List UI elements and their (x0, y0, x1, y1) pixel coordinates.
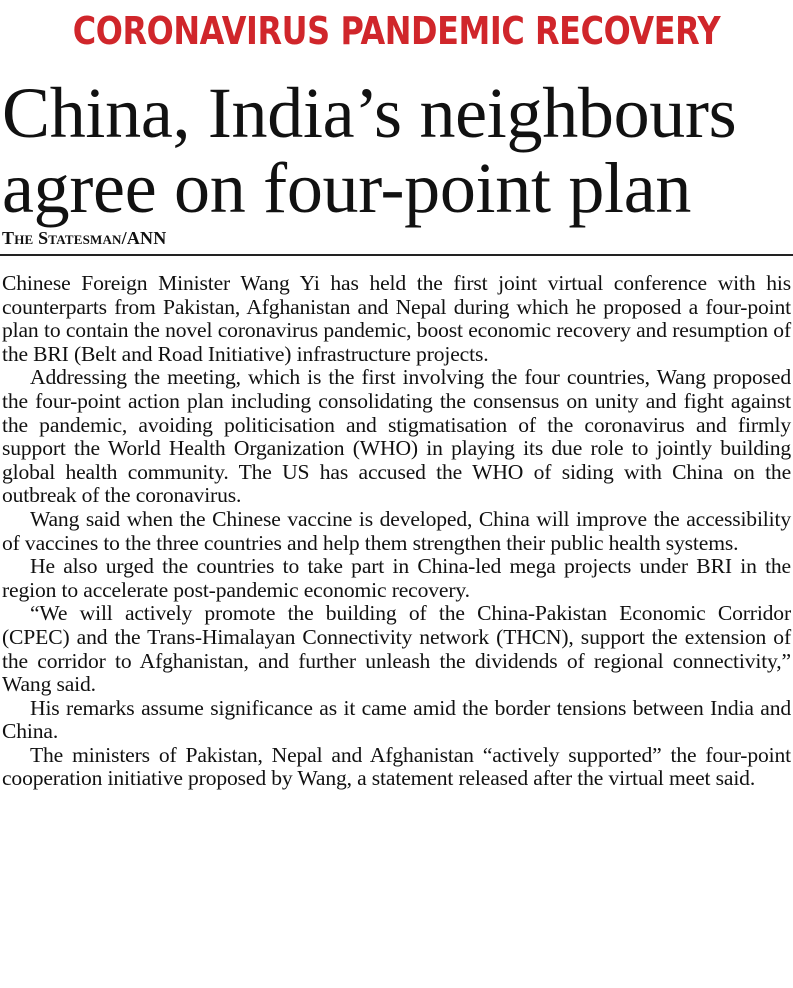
paragraph-2: Addressing the meeting, which is the first involving the four countries, Wang proposed the four-point action plan including consolidating the consensus on unity and fight against the pandemic, avoiding politicisation and stigmatisation of the coronavirus and firmly support the World Health Organization (WHO) in playing its due role to jointly building global health community. The US has accused the WHO of siding with China on the outbreak of the coronavirus. (2, 365, 791, 508)
headline-line-1: China, India’s neighbours (2, 73, 737, 153)
paragraph-7: The ministers of Pakistan, Nepal and Afghanistan “actively supported” the four-point cooperation initiative proposed by Wang, a statement released after the virtual meet said. (2, 742, 791, 791)
byline: The Statesman/ANN (2, 228, 167, 248)
divider-rule (0, 254, 793, 256)
headline (2, 73, 793, 228)
paragraph-1: Chinese Foreign Minister Wang Yi has held the first joint virtual conference with his counterparts from Pakistan, Afghanistan and Nepal during which he proposed a four-point plan to contain the novel coronavirus pandemic, boost economic recovery and resumption of the BRI (Belt and Road Initiative) infrastructure projects. (2, 271, 791, 366)
paragraph-5: “We will actively promote the building of the China-Pakistan Economic Corridor (CPEC) and the Trans-Himalayan Connectivity network (THCN), support the extension of the corridor to Afghanistan, and further unleash the dividends of regional connectivity,” Wang said. (2, 601, 791, 697)
section-kicker: CORONAVIRUS PANDEMIC RECOVERY (72, 9, 721, 53)
article-body (2, 272, 791, 791)
paragraph-3: Wang said when the Chinese vaccine is developed, China will improve the accessibility of vaccines to the three countries and help them strengthen their public health systems. (2, 506, 791, 555)
paragraph-6: His remarks assume significance as it came amid the border tensions between India and China. (2, 695, 791, 744)
paragraph-4: He also urged the countries to take part in China-led mega projects under BRI in the region to accelerate post-pandemic economic recovery. (2, 554, 791, 602)
headline-line-2: agree on four-point plan (2, 148, 692, 228)
